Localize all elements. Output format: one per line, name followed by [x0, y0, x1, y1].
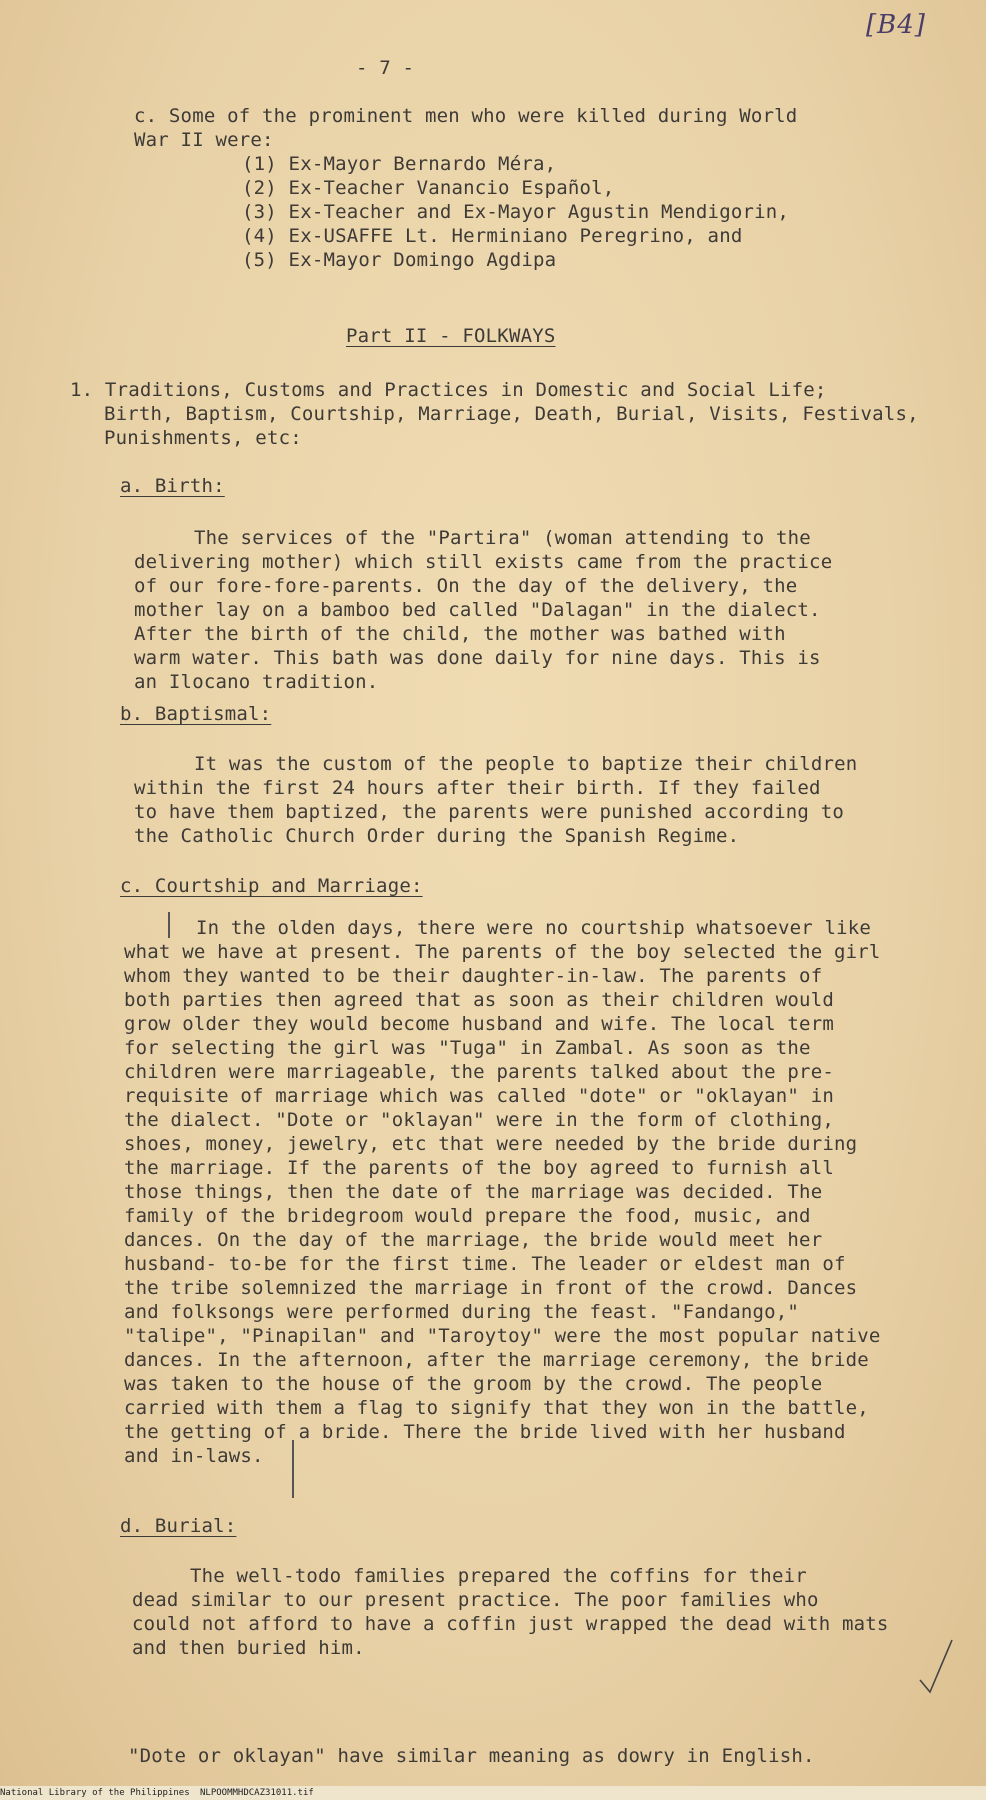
courtship-line: carried with them a flag to signify that they won in the battle, — [124, 1397, 869, 1419]
section-c-intro-line: War II were: — [134, 129, 274, 151]
courtship-line: whom they wanted to be their daughter-in-law. The parents of — [124, 965, 823, 987]
list-item: (5) Ex-Mayor Domingo Agdipa — [242, 249, 557, 271]
burial-line: and then buried him. — [132, 1637, 365, 1659]
birth-line: an Ilocano tradition. — [134, 671, 379, 693]
footnote: "Dote or oklayan" have similar meaning as dowry in English. — [128, 1745, 815, 1767]
birth-line: delivering mother) which still exists came from the practice — [134, 551, 833, 573]
courtship-line: In the olden days, there were no courtship whatsoever like — [196, 917, 872, 939]
courtship-line: and in-laws. — [124, 1445, 264, 1467]
list-item: (3) Ex-Teacher and Ex-Mayor Agustin Mendigorin, — [242, 201, 790, 223]
courtship-line: the marriage. If the parents of the boy agreed to furnish all — [124, 1157, 834, 1179]
courtship-line: the getting of a bride. There the bride lived with her husband — [124, 1421, 846, 1443]
courtship-line: the dialect. "Dote or "oklayan" were in the form of clothing, — [124, 1109, 834, 1131]
courtship-line: "talipe", "Pinapilan" and "Taroytoy" were the most popular native — [124, 1325, 881, 1347]
archive-mark: [B4] — [866, 10, 926, 40]
page-number: - 7 - — [356, 57, 415, 79]
section-c-intro-line: c. Some of the prominent men who were killed during World — [134, 105, 798, 127]
item-one-line: 1. Traditions, Customs and Practices in Domestic and Social Life; — [70, 379, 827, 401]
burial-line: could not afford to have a coffin just wrapped the dead with mats — [132, 1613, 889, 1635]
courtship-line: requisite of marriage which was called "dote" or "oklayan" in — [124, 1085, 834, 1107]
birth-line: After the birth of the child, the mother was bathed with — [134, 623, 786, 645]
footer-strip — [0, 1786, 986, 1800]
birth-line: warm water. This bath was done daily for nine days. This is — [134, 647, 821, 669]
courtship-line: dances. In the afternoon, after the marriage ceremony, the bride — [124, 1349, 869, 1371]
burial-heading: d. Burial: — [120, 1515, 237, 1537]
margin-bracket-mark — [288, 1440, 294, 1498]
courtship-line: was taken to the house of the groom by the crowd. The people — [124, 1373, 823, 1395]
courtship-line: family of the bridegroom would prepare the food, music, and — [124, 1205, 811, 1227]
list-item: (1) Ex-Mayor Bernardo Méra, — [242, 153, 557, 175]
courtship-line: husband- to-be for the first time. The leader or eldest man of — [124, 1253, 846, 1275]
birth-line: of our fore-fore-parents. On the day of the delivery, the — [134, 575, 798, 597]
burial-line: The well-todo families prepared the coffins for their — [190, 1565, 807, 1587]
item-one-line: Birth, Baptism, Courtship, Marriage, Death, Burial, Visits, Festivals, — [104, 403, 919, 425]
baptismal-line: It was the custom of the people to baptize their children — [194, 753, 858, 775]
burial-line: dead similar to our present practice. The poor families who — [132, 1589, 819, 1611]
birth-line: The services of the "Partira" (woman attending to the — [194, 527, 811, 549]
courtship-line: grow older they would become husband and wife. The local term — [124, 1013, 834, 1035]
courtship-line: for selecting the girl was "Tuga" in Zambal. As soon as the — [124, 1037, 811, 1059]
courtship-line: both parties then agreed that as soon as their children would — [124, 989, 834, 1011]
baptismal-line: within the first 24 hours after their birth. If they failed — [134, 777, 821, 799]
list-item: (2) Ex-Teacher Vanancio Español, — [242, 177, 615, 199]
check-mark-icon — [916, 1636, 956, 1696]
margin-bracket-mark — [168, 912, 174, 938]
courtship-line: shoes, money, jewelry, etc that were needed by the bride during — [124, 1133, 858, 1155]
courtship-line: what we have at present. The parents of the boy selected the girl — [124, 941, 881, 963]
courtship-line: those things, then the date of the marriage was decided. The — [124, 1181, 823, 1203]
courtship-line: dances. On the day of the marriage, the bride would meet her — [124, 1229, 823, 1251]
birth-line: mother lay on a bamboo bed called "Dalagan" in the dialect. — [134, 599, 821, 621]
courtship-heading: c. Courtship and Marriage: — [120, 875, 423, 897]
part-heading: Part II - FOLKWAYS — [346, 325, 556, 347]
footer-institution: National Library of the Philippines — [0, 1788, 190, 1798]
baptismal-line: the Catholic Church Order during the Spanish Regime. — [134, 825, 740, 847]
list-item: (4) Ex-USAFFE Lt. Herminiano Peregrino, and — [242, 225, 743, 247]
baptismal-heading: b. Baptismal: — [120, 703, 272, 725]
courtship-line: children were marriageable, the parents talked about the pre- — [124, 1061, 834, 1083]
courtship-line: the tribe solemnized the marriage in front of the crowd. Dances — [124, 1277, 858, 1299]
item-one-line: Punishments, etc: — [104, 427, 302, 449]
courtship-line: and folksongs were performed during the feast. "Fandango," — [124, 1301, 800, 1323]
baptismal-line: to have them baptized, the parents were punished according to — [134, 801, 844, 823]
footer-filename: NLPOOMMHDCAZ31011.tif — [200, 1788, 314, 1798]
birth-heading: a. Birth: — [120, 475, 225, 497]
